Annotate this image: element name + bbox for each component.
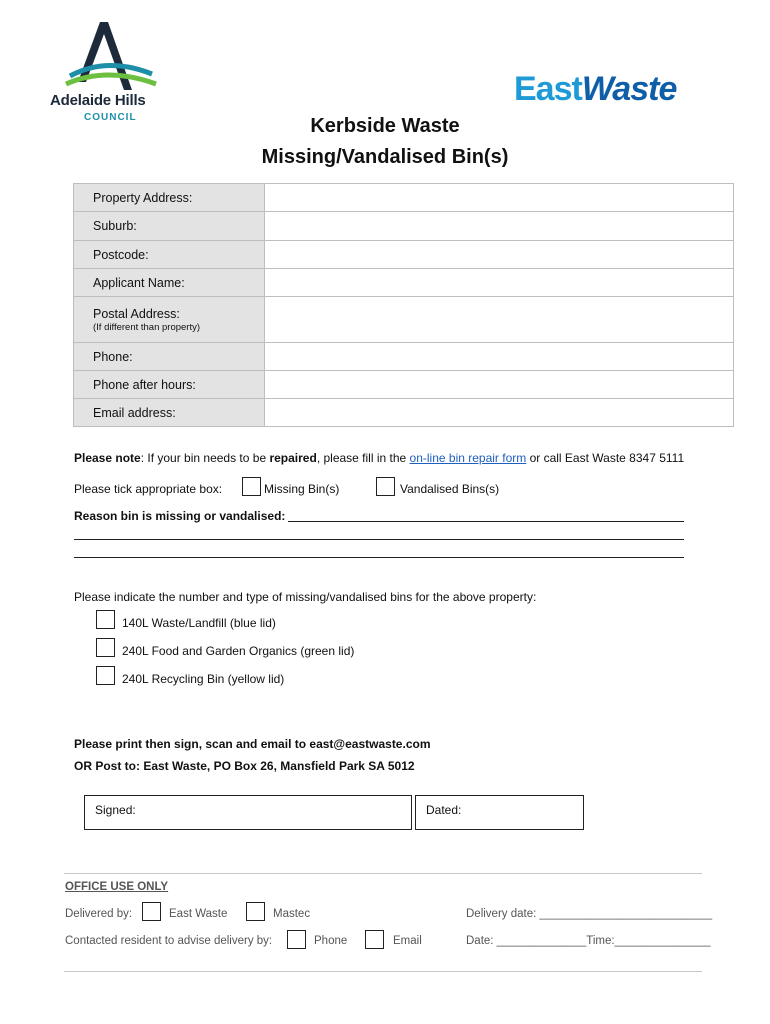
- bin-240l-organics-checkbox[interactable]: [96, 638, 115, 657]
- property-address-field[interactable]: [265, 184, 734, 212]
- postcode-label: Postcode:: [74, 241, 265, 269]
- bin-140l-checkbox[interactable]: [96, 610, 115, 629]
- suburb-label: Suburb:: [74, 212, 265, 241]
- bin-140l-label: 140L Waste/Landfill (blue lid): [122, 616, 276, 630]
- note-text-2: , please fill in the: [316, 451, 410, 465]
- reason-label: Reason bin is missing or vandalised:: [74, 509, 286, 523]
- note-repaired: repaired: [269, 451, 317, 465]
- note-prefix: Please note: [74, 451, 141, 465]
- contacted-label: Contacted resident to advise delivery by:: [65, 935, 273, 947]
- bins-intro: Please indicate the number and type of missing/vandalised bins for the above property:: [74, 590, 537, 604]
- bin-240l-recycling-label: 240L Recycling Bin (yellow lid): [122, 672, 285, 686]
- dated-box[interactable]: [415, 795, 584, 830]
- east-waste-label: East Waste: [169, 908, 228, 920]
- council-name: Adelaide Hills: [50, 92, 146, 109]
- reason-line-3[interactable]: [74, 557, 684, 558]
- signed-label: Signed:: [95, 803, 136, 817]
- reason-line-2[interactable]: [74, 539, 684, 540]
- contact-phone-label: Phone: [314, 935, 348, 947]
- mastec-checkbox[interactable]: [246, 902, 265, 921]
- postal-address-text: Postal Address:: [93, 306, 180, 321]
- note-text-3: or call East Waste 8347 5111: [526, 451, 685, 465]
- contact-phone-checkbox[interactable]: [287, 930, 306, 949]
- submit-line-1: Please print then sign, scan and email to east@eastwaste.com: [74, 737, 431, 751]
- delivered-by-label: Delivered by:: [65, 908, 133, 920]
- vandalised-bins-label: Vandalised Bins(s): [400, 482, 500, 496]
- office-bottom-rule: [64, 971, 702, 972]
- dated-label: Dated:: [426, 803, 462, 817]
- note-text-1: : If your bin needs to be: [140, 451, 270, 465]
- postal-address-note: (If different than property): [93, 321, 201, 333]
- property-address-label: Property Address:: [74, 184, 265, 212]
- contact-email-label: Email: [393, 935, 422, 947]
- postal-address-label: [74, 297, 265, 343]
- office-heading: OFFICE USE ONLY: [65, 881, 169, 893]
- eastwaste-logo: [514, 70, 676, 109]
- missing-bins-checkbox[interactable]: [242, 477, 261, 496]
- suburb-field[interactable]: [265, 212, 734, 241]
- details-table: [73, 183, 734, 427]
- email-label: Email address:: [74, 399, 265, 427]
- bin-240l-recycling-checkbox[interactable]: [96, 666, 115, 685]
- eastwaste-waste: Waste: [581, 70, 677, 108]
- eastwaste-east: East: [514, 70, 582, 108]
- repair-form-link[interactable]: on-line bin repair form: [409, 451, 527, 465]
- submit-line-2: OR Post to: East Waste, PO Box 26, Mansfield Park SA 5012: [74, 759, 415, 773]
- date-time-field[interactable]: Date: ______________Time:_______________: [466, 935, 711, 947]
- missing-bins-label: Missing Bin(s): [264, 482, 340, 496]
- applicant-name-label: Applicant Name:: [74, 269, 265, 297]
- phone-after-hours-label: Phone after hours:: [74, 371, 265, 399]
- phone-after-hours-field[interactable]: [265, 371, 734, 399]
- reason-line-1[interactable]: [288, 521, 684, 522]
- council-sub: COUNCIL: [84, 112, 137, 123]
- title-line-1: Kerbside Waste: [310, 115, 460, 137]
- email-field[interactable]: [265, 399, 734, 427]
- bin-240l-organics-label: 240L Food and Garden Organics (green lid): [122, 644, 355, 658]
- repair-note: [74, 451, 684, 465]
- contact-email-checkbox[interactable]: [365, 930, 384, 949]
- postcode-field[interactable]: [265, 241, 734, 269]
- delivery-date-field[interactable]: Delivery date: ___________________________: [466, 908, 713, 920]
- postal-address-field[interactable]: [265, 297, 734, 343]
- tick-label: Please tick appropriate box:: [74, 482, 223, 496]
- vandalised-bins-checkbox[interactable]: [376, 477, 395, 496]
- phone-field[interactable]: [265, 343, 734, 371]
- mastec-label: Mastec: [273, 908, 311, 920]
- office-top-rule: [64, 873, 702, 874]
- east-waste-checkbox[interactable]: [142, 902, 161, 921]
- phone-label: Phone:: [74, 343, 265, 371]
- title-line-2: Missing/Vandalised Bin(s): [261, 146, 509, 168]
- applicant-name-field[interactable]: [265, 269, 734, 297]
- signed-box[interactable]: [84, 795, 412, 830]
